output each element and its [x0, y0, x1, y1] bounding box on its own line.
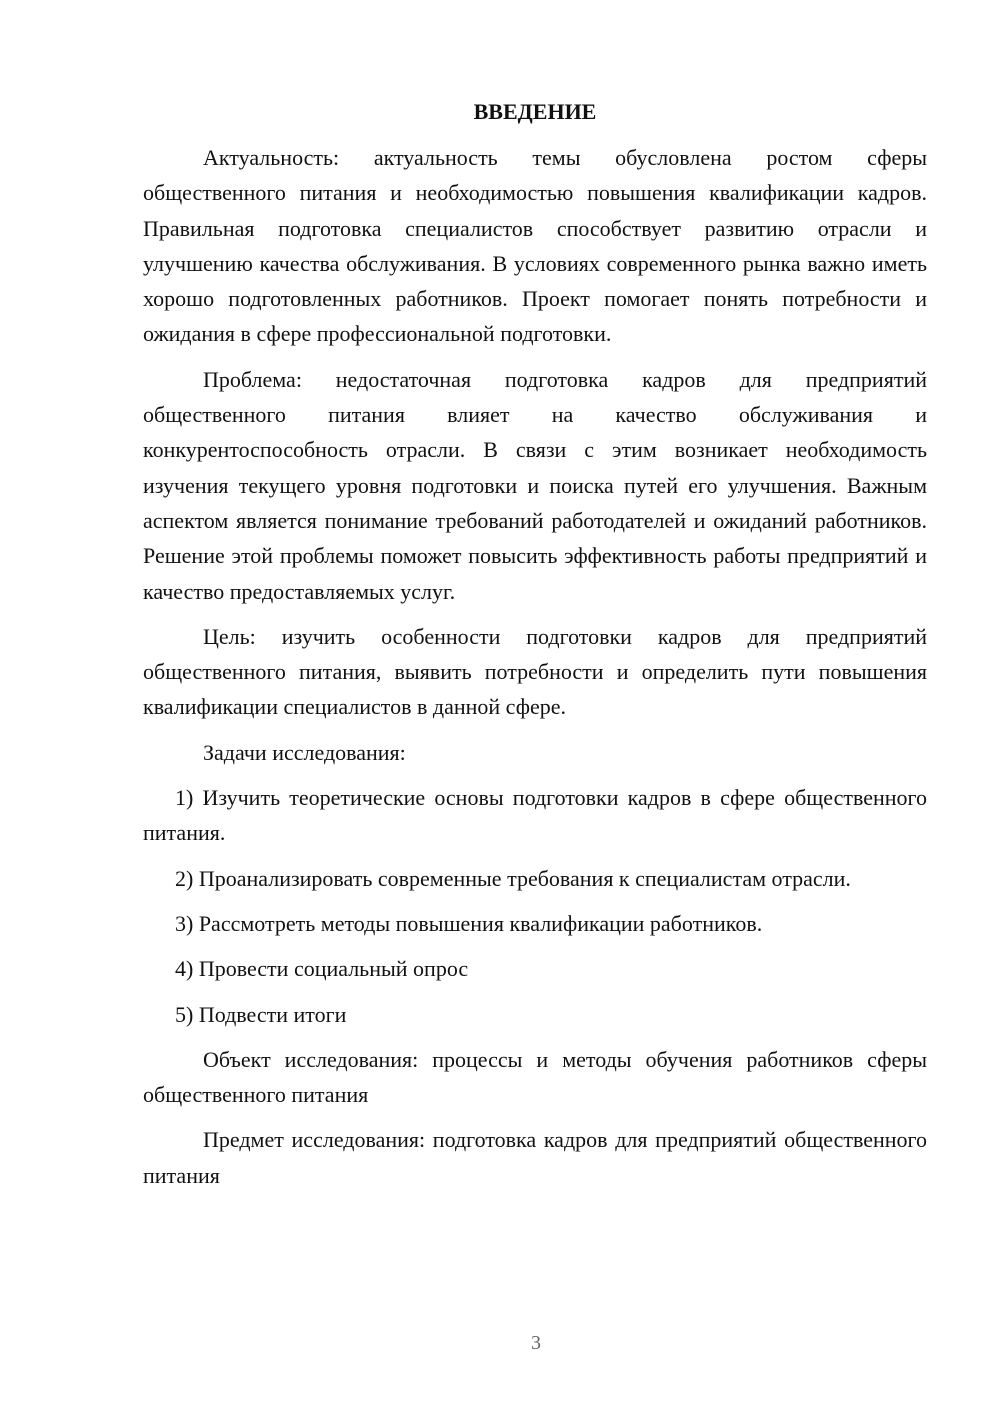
- task-item-3: 3) Рассмотреть методы повышения квалификации работников.: [175, 910, 763, 936]
- page-content: [143, 94, 927, 1203]
- page-number: 3: [531, 1332, 541, 1354]
- paragraph-relevance: Актуальность: актуальность темы обусловлена ростом сферы общественного питания и необходимостью повышения квалификации кадров. Правильная подготовка специалистов способствует развитию отрасли и улучшению качества обслуживания. В условиях современного рынка важно иметь хорошо подготовленных работников. Проект помогает понять потребности и ожидания в сфере профессиональной подготовки.: [143, 145, 927, 347]
- section-title: ВВЕДЕНИЕ: [473, 99, 597, 124]
- paragraph-problem: Проблема: недостаточная подготовка кадров для предприятий общественного питания влияет на качество обслуживания и конкурентоспособность отрасли. В связи с этим возникает необходимость изучения текущего уровня подготовки и поиска путей его улучшения. Важным аспектом является понимание требований работодателей и ожиданий работников. Решение этой проблемы поможет повысить эффективность работы предприятий и качество предоставляемых услуг.: [143, 366, 927, 604]
- tasks-heading: Задачи исследования:: [203, 739, 406, 765]
- paragraph-subject: Предмет исследования: подготовка кадров для предприятий общественного питания: [143, 1127, 927, 1188]
- paragraph-object: Объект исследования: процессы и методы обучения работников сферы общественного питания: [143, 1046, 927, 1108]
- task-item-2: 2) Проанализировать современные требования к специалистам отрасли.: [175, 865, 851, 891]
- task-item-4: 4) Провести социальный опрос: [175, 956, 469, 982]
- task-item-1: 1) Изучить теоретические основы подготовки кадров в сфере общественного питания.: [143, 785, 927, 846]
- paragraph-goal: Цель: изучить особенности подготовки кадров для предприятий общественного питания, выявить потребности и определить пути повышения квалификации специалистов в данной сфере.: [143, 623, 927, 720]
- task-item-5: 5) Подвести итоги: [175, 1001, 347, 1027]
